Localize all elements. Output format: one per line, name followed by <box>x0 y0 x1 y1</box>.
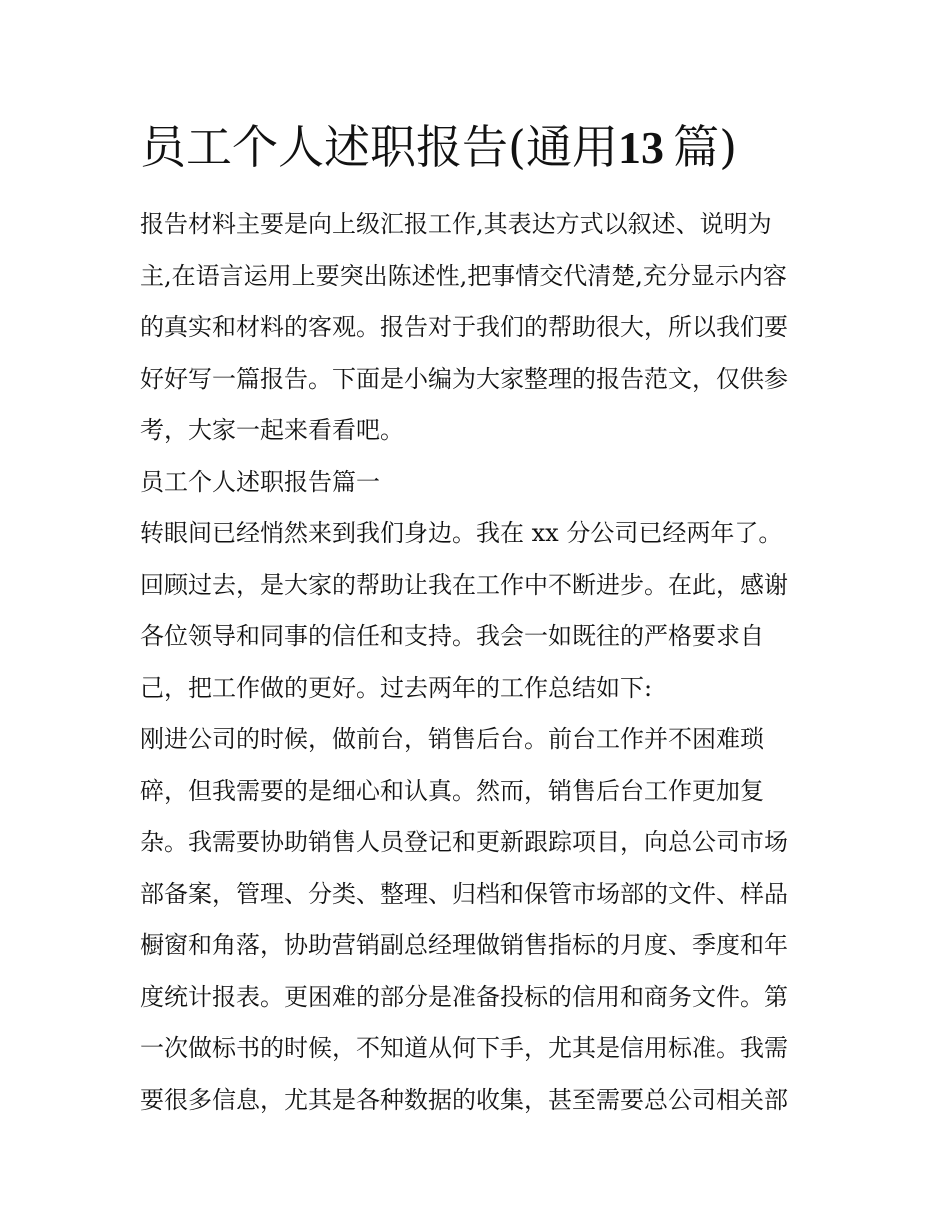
body-line: 要很多信息，尤其是各种数据的收集，甚至需要总公司相关部 <box>140 1085 788 1114</box>
title-main: 员工个人述职报告(通用 <box>140 120 618 174</box>
body-line: 回顾过去，是大家的帮助让我在工作中不断进步。在此，感谢 <box>140 570 788 599</box>
section-heading: 员工个人述职报告篇一 <box>140 467 380 496</box>
body-line: 好好写一篇报告。下面是小编为大家整理的报告范文，仅供参 <box>140 364 788 393</box>
document-body <box>140 199 812 1126</box>
body-line: 橱窗和角落，协助营销副总经理做销售指标的月度、季度和年 <box>140 931 788 959</box>
title-number: 13 <box>617 122 664 173</box>
body-line: 碎，但我需要的是细心和认真。然而，销售后台工作更加复 <box>140 776 764 805</box>
document-title <box>140 116 840 179</box>
body-line: 各位领导和同事的信任和支持。我会一如既往的严格要求自 <box>140 622 764 650</box>
body-line: 的真实和材料的客观。报告对于我们的帮助很大，所以我们要 <box>140 313 788 341</box>
body-line: 转眼间已经悄然来到我们身边。我在 xx 分公司已经两年了。 <box>140 519 783 547</box>
body-line: 杂。我需要协助销售人员登记和更新跟踪项目，向总公司市场 <box>140 828 788 856</box>
body-line: 主,在语言运用上要突出陈述性,把事情交代清楚,充分显示内容 <box>140 261 787 290</box>
body-line: 部备案，管理、分类、整理、归档和保管市场部的文件、样品 <box>140 879 788 908</box>
body-line: 度统计报表。更困难的部分是准备投标的信用和商务文件。第 <box>140 982 788 1011</box>
body-line: 考，大家一起来看看吧。 <box>140 416 404 444</box>
body-line: 己，把工作做的更好。过去两年的工作总结如下: <box>140 673 653 702</box>
body-line: 刚进公司的时候，做前台，销售后台。前台工作并不困难琐 <box>140 725 764 753</box>
body-line: 报告材料主要是向上级汇报工作,其表达方式以叙述、说明为 <box>140 210 772 238</box>
body-line: 一次做标书的时候，不知道从何下手，尤其是信用标准。我需 <box>140 1034 788 1062</box>
title-tail: 篇) <box>673 120 738 174</box>
